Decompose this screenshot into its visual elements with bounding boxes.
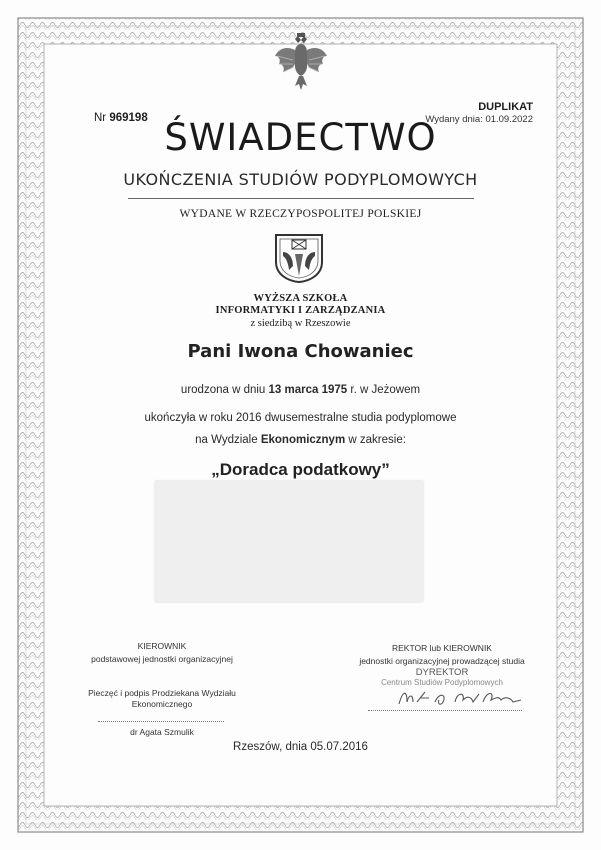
school-name-line2: INFORMATYKI I ZARZĄDZANIA — [215, 305, 386, 316]
left-signatory-title: KIEROWNIK — [137, 641, 187, 651]
duplicate-label: DUPLIKAT — [478, 101, 533, 113]
right-signature-line — [368, 710, 522, 711]
certificate-subtitle: UKOŃCZENIA STUDIÓW PODYPLOMOWYCH — [123, 170, 478, 189]
right-signatory-title: REKTOR lub KIEROWNIK — [392, 643, 492, 653]
right-signatory-unit: jednostki organizacyjnej prowadzącej studia — [359, 656, 525, 666]
birth-line: urodzona w dniu 13 marca 1975 r. w Jeżowem — [180, 384, 421, 396]
handwritten-signature — [395, 684, 535, 712]
place-and-date: Rzeszów, dnia 05.07.2016 — [233, 741, 368, 753]
redacted-area — [155, 481, 423, 602]
issued-in-text: WYDANE W RZECZYPOSPOLITEJ POLSKIEJ — [179, 208, 422, 220]
school-name — [0, 293, 601, 317]
stamp-title: DYREKTOR — [415, 667, 469, 678]
school-name-line1: WYŻSZA SZKOŁA — [253, 293, 348, 304]
left-seal-line1: Pieczęć i podpis Prodziekana Wydziału — [88, 688, 236, 698]
completion-line: ukończyła w roku 2016 dwusemestralne studia podyplomowe — [144, 412, 457, 424]
certificate-title: ŚWIADECTWO — [164, 116, 437, 159]
issued-date: Wydany dnia: 01.09.2022 — [425, 114, 533, 125]
school-crest-icon — [273, 232, 325, 284]
holder-name: Pani Iwona Chowaniec — [187, 341, 414, 362]
school-seat: z siedzibą w Rzeszowie — [250, 318, 351, 329]
stamp-unit: Centrum Studiów Podyplomowych — [381, 678, 503, 687]
certificate-number: Nr 969198 — [94, 112, 148, 124]
left-signature-line — [98, 721, 224, 722]
left-signer-name: dr Agata Szmulik — [130, 727, 194, 737]
title-divider — [128, 198, 474, 199]
specialty-title: „Doradca podatkowy” — [211, 460, 390, 479]
faculty-line: na Wydziale Ekonomicznym w zakresie: — [195, 434, 406, 446]
left-seal-line2: Ekonomicznego — [131, 699, 193, 709]
left-signatory-unit: podstawowej jednostki organizacyjnej — [91, 654, 233, 664]
eagle-emblem-icon — [273, 30, 329, 92]
